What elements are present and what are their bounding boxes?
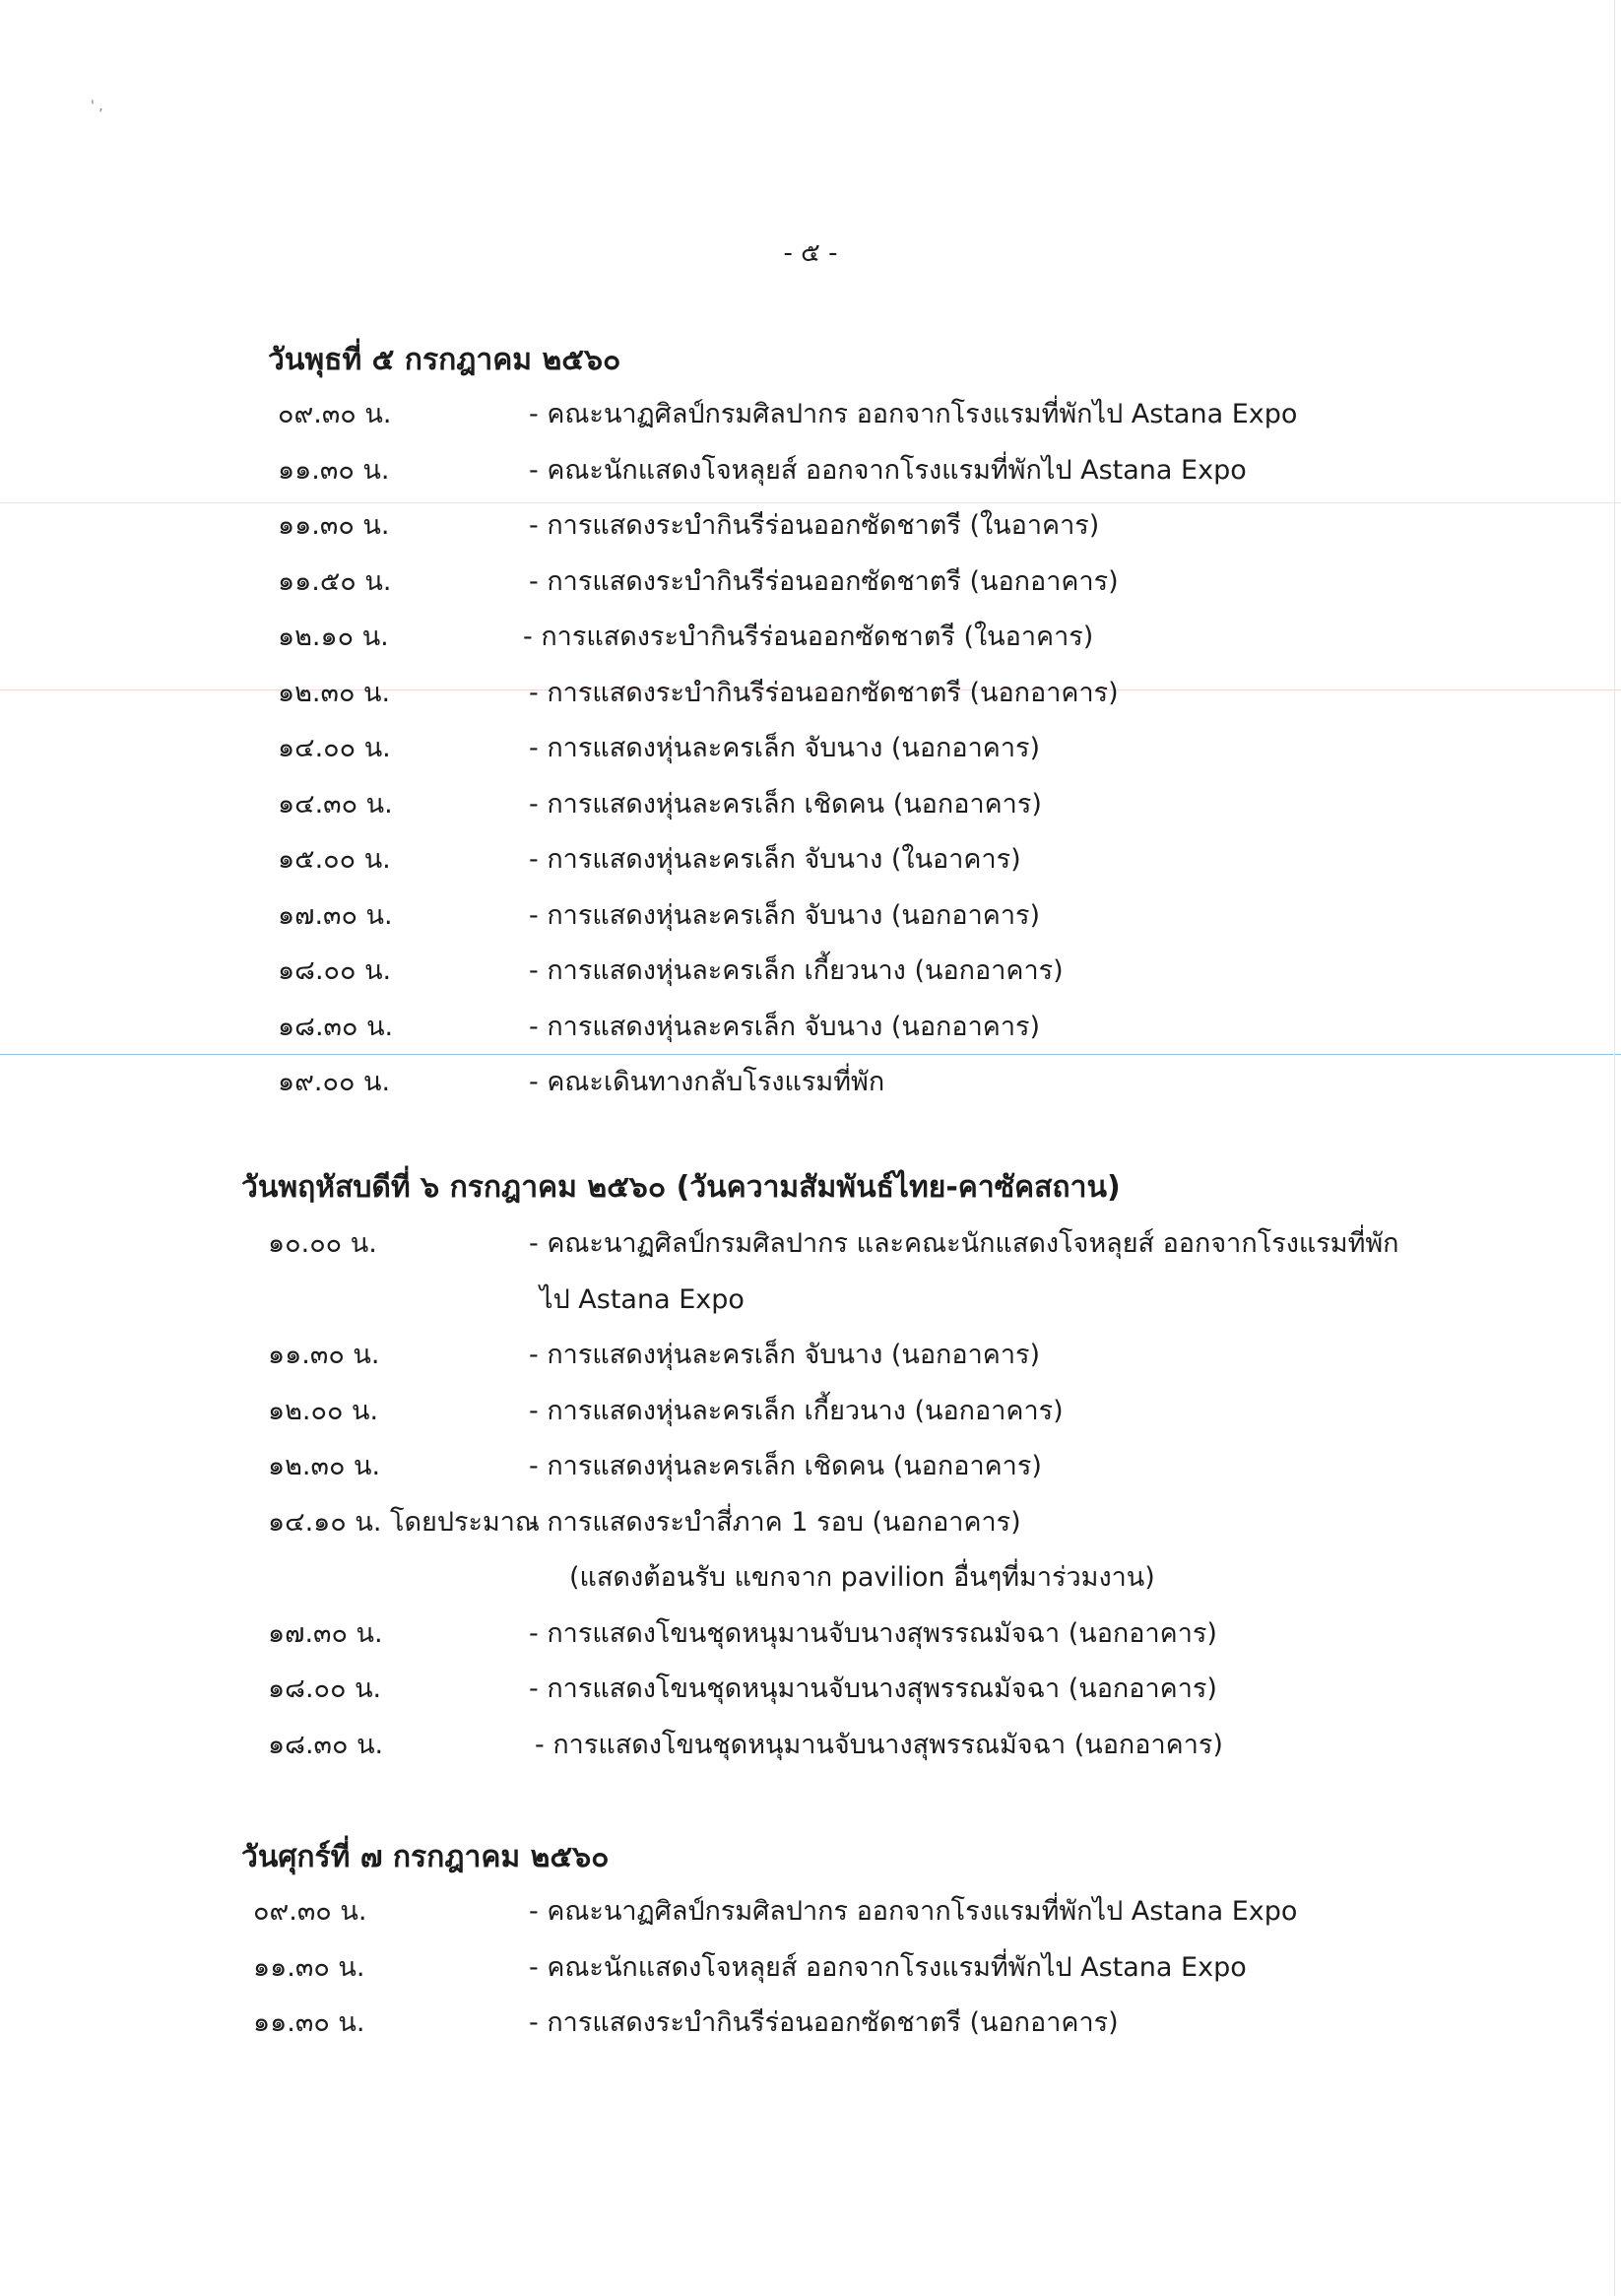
schedule-time: ๑๗.๓๐ น.	[278, 899, 393, 931]
schedule-description: - การแสดงหุ่นละครเล็ก เชิดคน (นอกอาคาร)	[529, 788, 1042, 820]
schedule-description: - การแสดงหุ่นละครเล็ก จับนาง (นอกอาคาร)	[529, 1340, 1041, 1370]
schedule-description: - คณะนักแสดงโจหลุยส์ ออกจากโรงแรมที่พักไป Astana Expo	[529, 454, 1247, 486]
schedule-time: ๑๑.๓๐ น.	[253, 2007, 365, 2038]
schedule-row	[0, 503, 1621, 553]
schedule-time: ๑๒.๑๐ น.	[278, 622, 389, 652]
page-number: - ๕ -	[783, 238, 838, 268]
schedule-description: - การแสดงหุ่นละครเล็ก จับนาง (นอกอาคาร)	[529, 1011, 1041, 1042]
schedule-row	[0, 1333, 1621, 1382]
schedule-description: - การแสดงหุ่นละครเล็ก เชิดคน (นอกอาคาร)	[529, 1451, 1042, 1481]
schedule-description: - คณะนักแสดงโจหลุยส์ ออกจากโรงแรมที่พักไป Astana Expo	[529, 1951, 1247, 1983]
schedule-row	[0, 893, 1621, 943]
schedule-description: - การแสดงหุ่นละครเล็ก เกี้ยวนาง (นอกอาคาร)	[529, 955, 1064, 986]
schedule-description: - การแสดงหุ่นละครเล็ก จับนาง (นอกอาคาร)	[529, 899, 1041, 931]
schedule-time: ๐๙.๓๐ น.	[278, 399, 392, 429]
schedule-description: - การแสดงระบำกินรีร่อนออกซัดชาตรี (ในอาคาร)	[523, 622, 1094, 652]
schedule-time: ๑๗.๓๐ น.	[268, 1617, 383, 1649]
schedule-time: ๑๔.๑๐ น. โดยประมาณ	[268, 1506, 540, 1538]
schedule-row	[0, 1667, 1621, 1716]
schedule-row	[0, 1723, 1621, 1772]
schedule-time: ๑๘.๓๐ น.	[278, 1011, 394, 1042]
schedule-time: ๑๙.๐๐ น.	[278, 1067, 391, 1097]
schedule-time: ๑๐.๐๐ น.	[268, 1228, 377, 1259]
schedule-description: - การแสดงหุ่นละครเล็ก จับนาง (นอกอาคาร)	[529, 733, 1041, 763]
schedule-row	[0, 1444, 1621, 1493]
schedule-row	[0, 615, 1621, 664]
schedule-description: - การแสดงระบำสี่ภาค 1 รอบ (นอกอาคาร)	[529, 1506, 1021, 1538]
schedule-time: ๑๘.๐๐ น.	[278, 955, 392, 986]
schedule-row	[0, 392, 1621, 441]
schedule-description: - การแสดงระบำกินรีร่อนออกซัดชาตรี (นอกอาคาร)	[529, 677, 1119, 708]
schedule-time: ๑๕.๐๐ น.	[278, 844, 391, 875]
schedule-description: - การแสดงระบำกินรีร่อนออกซัดชาตรี (นอกอาคาร)	[529, 565, 1119, 597]
schedule-row	[0, 1889, 1621, 1938]
schedule-time: ๑๔.๐๐ น.	[278, 733, 391, 763]
schedule-row	[0, 671, 1621, 720]
schedule-description: (แสดงต้อนรับ แขกจาก pavilion อื่นๆที่มาร่วมงาน)	[569, 1562, 1155, 1593]
schedule-description: - การแสดงระบำกินรีร่อนออกซัดชาตรี (ในอาคาร)	[529, 510, 1100, 541]
schedule-time: ๑๘.๐๐ น.	[268, 1673, 382, 1704]
schedule-time: ๑๑.๓๐ น.	[278, 510, 390, 541]
schedule-description: - การแสดงโขนชุดหนุมานจับนางสุพรรณมัจฉา (นอกอาคาร)	[529, 1617, 1217, 1649]
schedule-row	[0, 448, 1621, 497]
schedule-row	[0, 2001, 1621, 2050]
schedule-description: - การแสดงระบำกินรีร่อนออกซัดชาตรี (นอกอาคาร)	[529, 2007, 1119, 2038]
schedule-row	[0, 1060, 1621, 1109]
schedule-description: - คณะนาฏศิลป์กรมศิลปากร ออกจากโรงแรมที่พักไป Astana Expo	[529, 399, 1298, 429]
schedule-time: ๑๑.๓๐ น.	[268, 1340, 380, 1370]
schedule-row	[0, 559, 1621, 609]
schedule-time: ๑๑.๓๐ น.	[253, 1951, 365, 1983]
section-title: วันศุกร์ที่ ๗ กรกฎาคม ๒๕๖๐	[241, 1840, 610, 1874]
schedule-time: ๑๒.๓๐ น.	[278, 677, 391, 708]
section-title: วันพฤหัสบดีที่ ๖ กรกฎาคม ๒๕๖๐ (วันความสัมพันธ์ไทย-คาซัคสถาน)	[241, 1170, 1121, 1205]
schedule-time: ๑๒.๓๐ น.	[268, 1451, 381, 1481]
schedule-time: ๑๘.๓๐ น.	[268, 1729, 384, 1760]
schedule-description: - การแสดงหุ่นละครเล็ก เกี้ยวนาง (นอกอาคาร)	[529, 1395, 1064, 1426]
schedule-row	[0, 782, 1621, 831]
schedule-row	[0, 1389, 1621, 1438]
schedule-time: ๐๙.๓๐ น.	[253, 1896, 367, 1927]
schedule-row	[0, 1611, 1621, 1661]
schedule-description: - การแสดงโขนชุดหนุมานจับนางสุพรรณมัจฉา (นอกอาคาร)	[535, 1729, 1223, 1760]
schedule-row	[0, 1945, 1621, 1995]
schedule-time: ๑๑.๓๐ น.	[278, 454, 390, 486]
schedule-description: - คณะนาฏศิลป์กรมศิลปากร ออกจากโรงแรมที่พักไป Astana Expo	[529, 1896, 1298, 1927]
schedule-description: - คณะนาฏศิลป์กรมศิลปากร และคณะนักแสดงโจหลุยส์ ออกจากโรงแรมที่พัก	[529, 1228, 1399, 1259]
schedule-row	[0, 1555, 1621, 1605]
schedule-description: - การแสดงโขนชุดหนุมานจับนางสุพรรณมัจฉา (นอกอาคาร)	[529, 1673, 1217, 1704]
section-title: วันพุธที่ ๕ กรกฎาคม ๒๕๖๐	[268, 343, 621, 377]
schedule-row	[0, 837, 1621, 886]
schedule-time: ๑๔.๓๐ น.	[278, 788, 393, 820]
schedule-description: ไป Astana Expo	[540, 1283, 745, 1315]
stray-marks: ' ,	[91, 98, 103, 114]
schedule-time: ๑๒.๐๐ น.	[268, 1395, 379, 1426]
schedule-row	[0, 1278, 1621, 1327]
schedule-time: ๑๑.๕๐ น.	[278, 565, 392, 597]
schedule-description: - คณะเดินทางกลับโรงแรมที่พัก	[529, 1067, 885, 1097]
schedule-description: - การแสดงหุ่นละครเล็ก จับนาง (ในอาคาร)	[529, 844, 1021, 875]
scan-artifact-line	[0, 1054, 1621, 1055]
schedule-row	[0, 949, 1621, 998]
schedule-row	[0, 1005, 1621, 1054]
schedule-row	[0, 1500, 1621, 1549]
schedule-row	[0, 1221, 1621, 1271]
schedule-row	[0, 726, 1621, 775]
